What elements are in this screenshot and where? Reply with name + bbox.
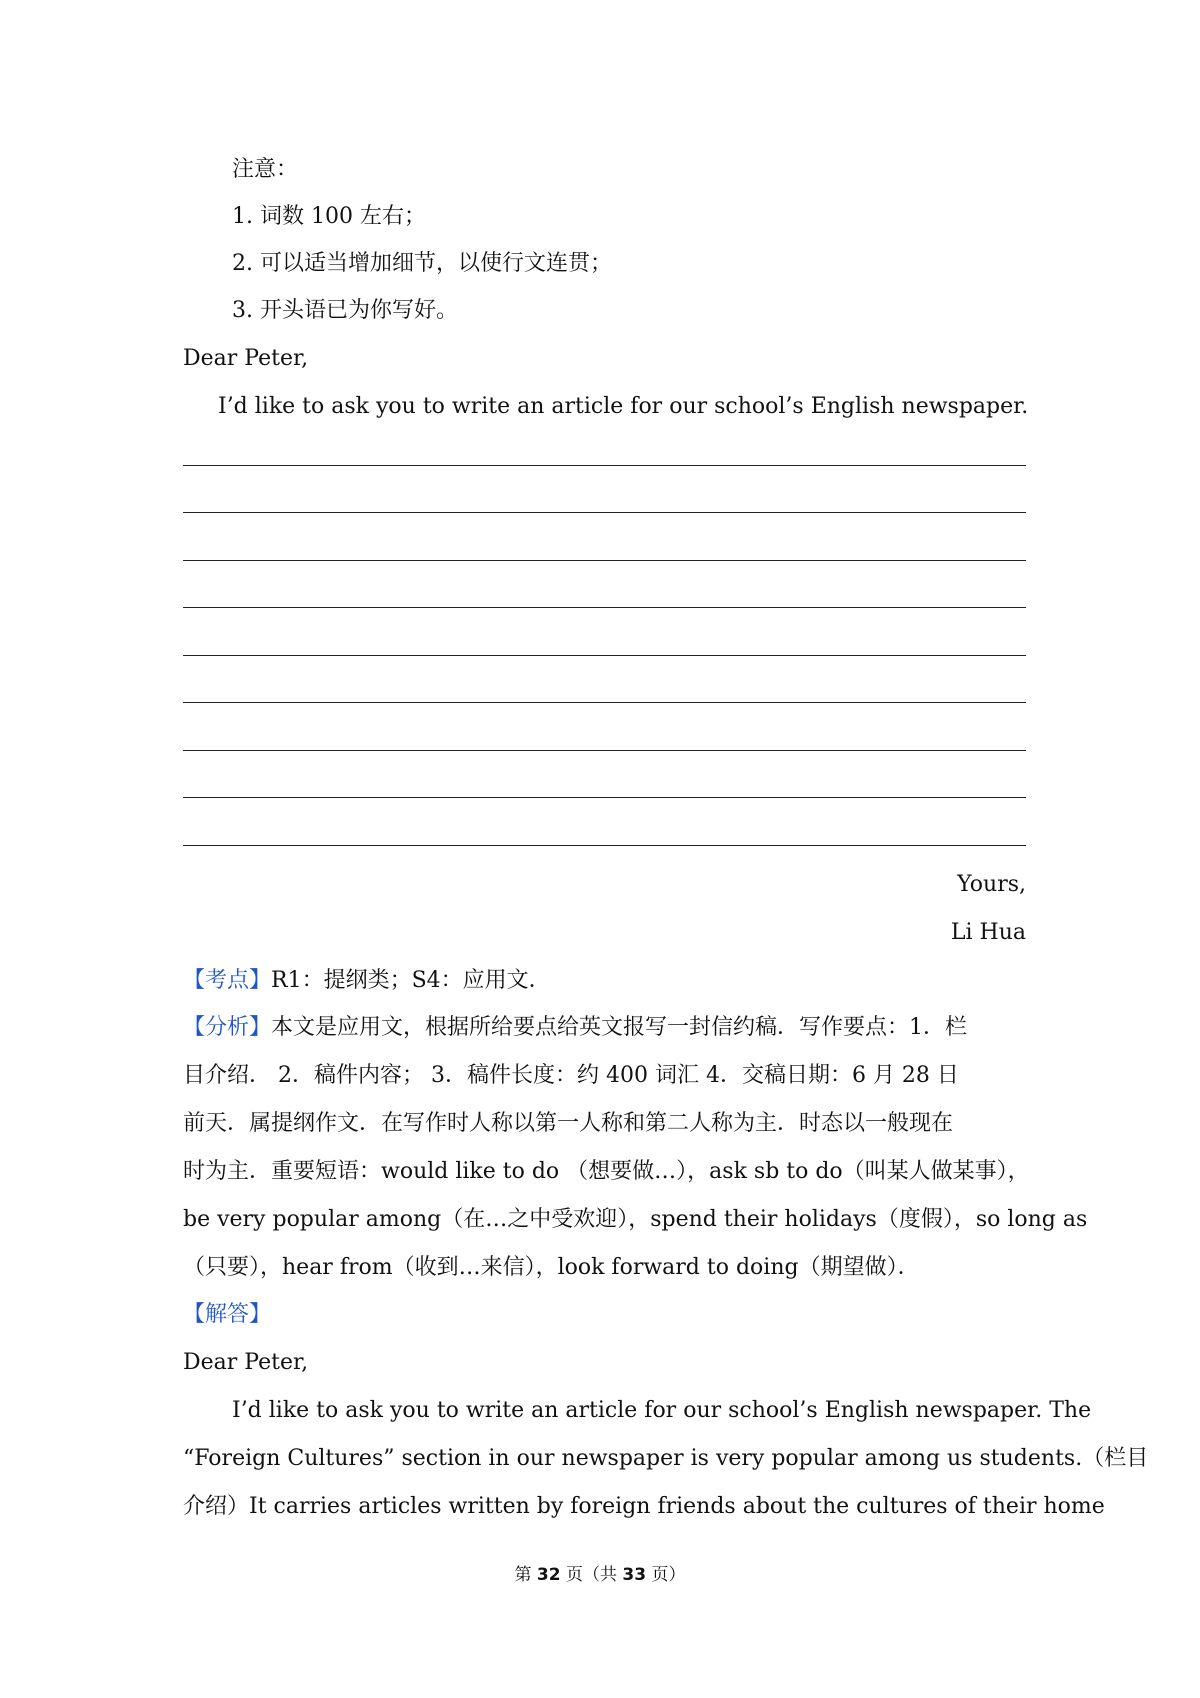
letter-opening: I’d like to ask you to write an article for our school’s English newspaper. xyxy=(218,394,1029,419)
kaodian-tag: 【考点】 xyxy=(183,968,272,993)
page-footer xyxy=(0,1560,1200,1585)
fenxi-line-3: 前天．属提纲作文．在写作时人称以第一人称和第二人称为主．时态以一般现在 xyxy=(183,1111,954,1136)
jieda-line xyxy=(183,1300,1026,1330)
fenxi-tag: 【分析】 xyxy=(183,1015,272,1040)
answer-blank-line xyxy=(183,797,1026,798)
jieda-salutation: Dear Peter, xyxy=(183,1350,309,1375)
jieda-tag: 【解答】 xyxy=(183,1302,272,1327)
answer-blank-line xyxy=(183,560,1026,561)
notes-item-2: 2. 可以适当增加细节，以使行文连贯； xyxy=(232,251,612,276)
letter-salutation: Dear Peter, xyxy=(183,346,309,371)
footer-page-number: 32 xyxy=(536,1565,561,1585)
fenxi-line-4: 时为主．重要短语：would like to do （想要做…），ask sb to do（叫某人做某事）， xyxy=(183,1159,1030,1184)
footer-total-pages: 33 xyxy=(622,1565,647,1585)
answer-blank-line xyxy=(183,512,1026,513)
fenxi-line-2: 目介绍． 2．稿件内容； 3．稿件长度：约 400 词汇 4．交稿日期：6 月 28 日 xyxy=(183,1063,959,1088)
letter-signature: Li Hua xyxy=(950,920,1026,945)
jieda-line-3: 介绍）It carries articles written by foreign friends about the cultures of their home xyxy=(183,1494,1105,1519)
answer-blank-line xyxy=(183,465,1026,466)
kaodian-line xyxy=(183,966,1026,996)
notes-heading: 注意： xyxy=(232,157,299,182)
footer-prefix: 第 xyxy=(514,1565,537,1585)
jieda-line-2: “Foreign Cultures” section in our newspaper is very popular among us students.（栏目 xyxy=(183,1446,1149,1471)
footer-middle: 页（共 xyxy=(560,1565,623,1585)
jieda-line-1: I’d like to ask you to write an article for our school’s English newspaper. The xyxy=(232,1398,1092,1423)
fenxi-line-1 xyxy=(183,1013,1026,1043)
answer-blank-line xyxy=(183,655,1026,656)
answer-blank-line xyxy=(183,702,1026,703)
notes-item-1: 1. 词数 100 左右； xyxy=(232,204,426,229)
fenxi-line-5: be very popular among（在…之中受欢迎），spend their holidays（度假），so long as xyxy=(183,1207,1088,1232)
fenxi-line-6: （只要），hear from（收到…来信），look forward to doing（期望做）． xyxy=(183,1255,920,1280)
answer-blank-line xyxy=(183,607,1026,608)
notes-item-3: 3. 开头语已为你写好。 xyxy=(232,298,458,323)
answer-blank-line xyxy=(183,750,1026,751)
fenxi-text: 本文是应用文，根据所给要点给英文报写一封信约稿．写作要点：1．栏 xyxy=(271,1015,968,1040)
footer-suffix: 页） xyxy=(646,1565,686,1585)
kaodian-text: R1：提纲类；S4：应用文． xyxy=(271,968,551,993)
letter-closing: Yours, xyxy=(957,872,1026,897)
answer-blank-line xyxy=(183,845,1026,846)
